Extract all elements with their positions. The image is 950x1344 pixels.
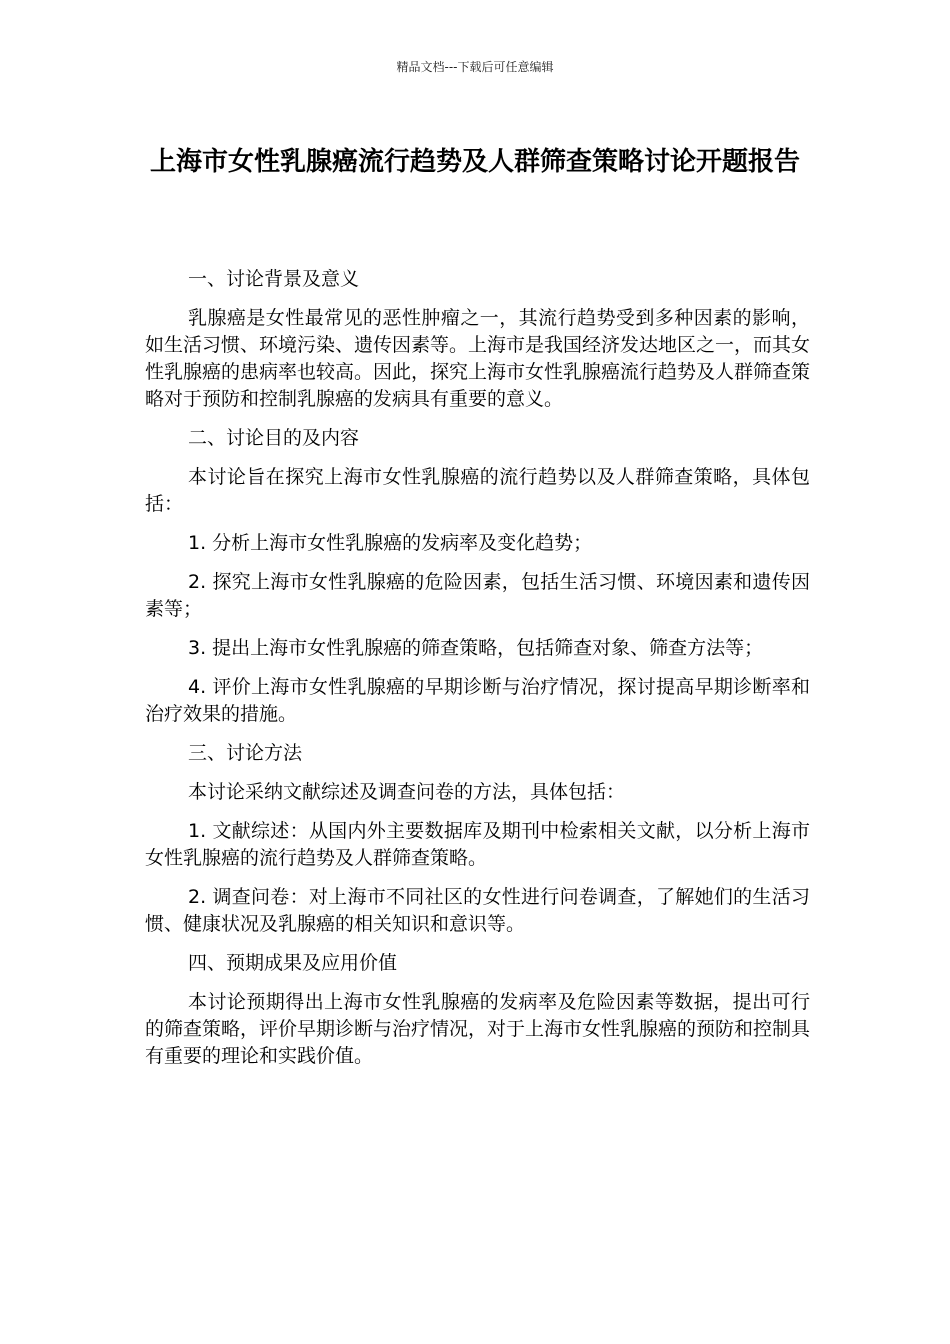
list-item-objective-3: 3. 提出上海市女性乳腺癌的筛查策略，包括筛查对象、筛查方法等；: [188, 637, 764, 659]
list-item-objective-4: 4. 评价上海市女性乳腺癌的早期诊断与治疗情况，探讨提高早期诊断率和治疗效果的措施。: [145, 676, 810, 725]
document-body: [145, 266, 810, 1082]
header-note: 精品文档---下载后可任意编辑: [396, 60, 554, 74]
section-heading-outcomes: 四、预期成果及应用价值: [188, 952, 398, 974]
section-heading-methods: 三、讨论方法: [188, 742, 303, 764]
list-item-objective-1: 1. 分析上海市女性乳腺癌的发病率及变化趋势；: [188, 532, 593, 554]
document-title: 上海市女性乳腺癌流行趋势及人群筛查策略讨论开题报告: [149, 147, 800, 177]
paragraph-objectives-intro: 本讨论旨在探究上海市女性乳腺癌的流行趋势以及人群筛查策略，具体包括：: [145, 466, 810, 515]
section-heading-objectives: 二、讨论目的及内容: [188, 427, 360, 449]
paragraph-background: 乳腺癌是女性最常见的恶性肿瘤之一，其流行趋势受到多种因素的影响，如生活习惯、环境污染、遗传因素等。上海市是我国经济发达地区之一，而其女性乳腺癌的患病率也较高。因此，探究上海市女性乳腺癌流行趋势及人群筛查策略对于预防和控制乳腺癌的发病具有重要的意义。: [145, 307, 811, 410]
paragraph-methods-intro: 本讨论采纳文献综述及调查问卷的方法，具体包括：: [188, 781, 626, 803]
section-heading-background: 一、讨论背景及意义: [188, 268, 360, 290]
list-item-method-2: 2. 调查问卷：对上海市不同社区的女性进行问卷调查，了解她们的生活习惯、健康状况及乳腺癌的相关知识和意识等。: [145, 886, 810, 935]
list-item-objective-2: 2. 探究上海市女性乳腺癌的危险因素，包括生活习惯、环境因素和遗传因素等；: [145, 571, 810, 620]
paragraph-outcomes: 本讨论预期得出上海市女性乳腺癌的发病率及危险因素等数据，提出可行的筛查策略，评价早期诊断与治疗情况，对于上海市女性乳腺癌的预防和控制具有重要的理论和实践价值。: [145, 991, 811, 1067]
list-item-method-1: 1. 文献综述：从国内外主要数据库及期刊中检索相关文献，以分析上海市女性乳腺癌的流行趋势及人群筛查策略。: [145, 820, 810, 869]
